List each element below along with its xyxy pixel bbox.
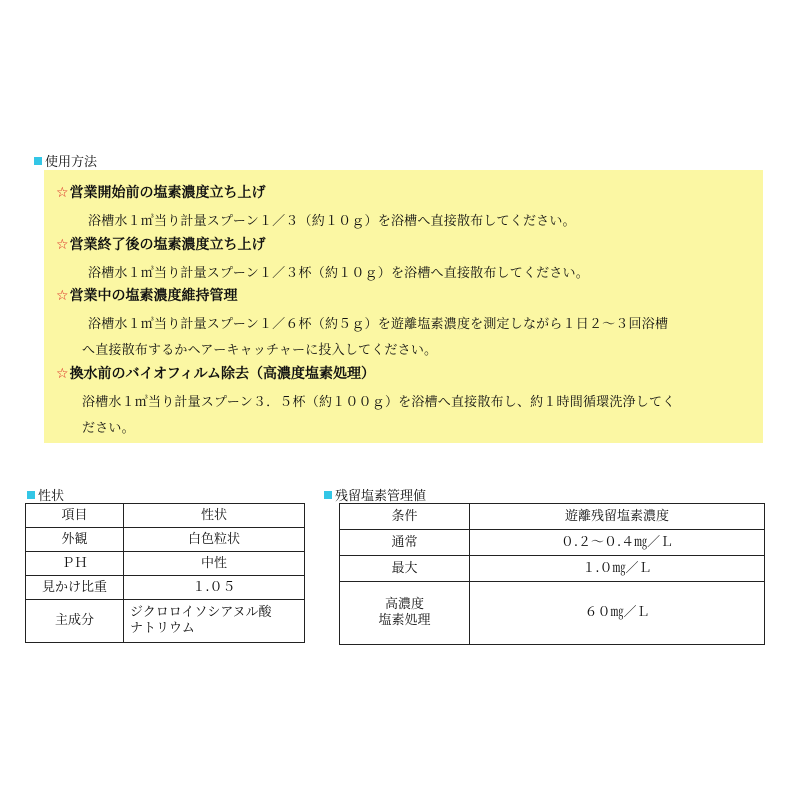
table-row bbox=[340, 582, 765, 645]
usage-heading-text: 使用方法 bbox=[45, 155, 98, 170]
usage-item-text: ださい。 bbox=[82, 421, 135, 436]
table-cell: ジクロロイソシアヌル酸 ナトリウム bbox=[124, 600, 305, 643]
table-cell: 主成分 bbox=[26, 600, 124, 643]
table-cell: 白色粒状 bbox=[124, 528, 305, 552]
usage-item-text: 浴槽水１㎥当り計量スプーン１／６杯（約５ｇ）を遊離塩素濃度を測定しながら１日２～３回浴槽 bbox=[88, 317, 669, 332]
properties-heading-text: 性状 bbox=[38, 489, 65, 504]
star-icon: ☆ bbox=[56, 185, 69, 201]
table-cell: 最大 bbox=[340, 556, 470, 582]
table-row bbox=[340, 556, 765, 582]
properties-heading bbox=[27, 485, 64, 504]
residual-heading bbox=[324, 485, 426, 504]
residual-heading-text: 残留塩素管理値 bbox=[335, 489, 427, 504]
usage-item-text: 浴槽水１㎥当り計量スプーン１／３杯（約１０ｇ）を浴槽へ直接散布してください。 bbox=[88, 266, 589, 281]
table-cell: １.０５ bbox=[124, 576, 305, 600]
table-header-cell: 条件 bbox=[340, 504, 470, 530]
table-header-row bbox=[340, 504, 765, 530]
usage-item-text: へ直接散布するかヘアーキャッチャーに投入してください。 bbox=[82, 343, 438, 358]
table-header-cell: 項目 bbox=[26, 504, 124, 528]
properties-table bbox=[25, 503, 305, 643]
table-cell: １.０㎎／Ｌ bbox=[470, 556, 765, 582]
star-icon: ☆ bbox=[56, 288, 69, 304]
usage-item-title: ☆営業中の塩素濃度維持管理 bbox=[56, 288, 238, 304]
table-cell: ＰＨ bbox=[26, 552, 124, 576]
table-row bbox=[26, 552, 305, 576]
table-header-cell: 性状 bbox=[124, 504, 305, 528]
usage-item-title: ☆営業終了後の塩素濃度立ち上げ bbox=[56, 237, 266, 253]
usage-box bbox=[44, 170, 763, 443]
table-header-row bbox=[26, 504, 305, 528]
table-row bbox=[340, 530, 765, 556]
table-cell: ０.２～０.４㎎／Ｌ bbox=[470, 530, 765, 556]
table-row bbox=[26, 600, 305, 643]
residual-table bbox=[339, 503, 765, 645]
usage-heading bbox=[34, 151, 97, 170]
star-icon: ☆ bbox=[56, 366, 69, 382]
usage-item-title: ☆換水前のバイオフィルム除去（高濃度塩素処理） bbox=[56, 366, 376, 382]
table-cell: 中性 bbox=[124, 552, 305, 576]
usage-item-text: 浴槽水１㎥当り計量スプーン１／３（約１０ｇ）を浴槽へ直接散布してください。 bbox=[88, 214, 576, 229]
table-cell: 外観 bbox=[26, 528, 124, 552]
table-cell: 見かけ比重 bbox=[26, 576, 124, 600]
square-bullet-icon bbox=[34, 157, 42, 165]
table-cell: ６０㎎／Ｌ bbox=[470, 582, 765, 645]
square-bullet-icon bbox=[27, 491, 35, 499]
star-icon: ☆ bbox=[56, 237, 69, 253]
usage-item-text: 浴槽水１㎥当り計量スプーン３．５杯（約１００ｇ）を浴槽へ直接散布し、約１時間循環洗浄してく bbox=[82, 395, 676, 410]
table-cell: 高濃度 塩素処理 bbox=[340, 582, 470, 645]
table-row bbox=[26, 528, 305, 552]
table-row bbox=[26, 576, 305, 600]
square-bullet-icon bbox=[324, 491, 332, 499]
table-header-cell: 遊離残留塩素濃度 bbox=[470, 504, 765, 530]
table-cell: 通常 bbox=[340, 530, 470, 556]
usage-item-title: ☆営業開始前の塩素濃度立ち上げ bbox=[56, 185, 266, 201]
